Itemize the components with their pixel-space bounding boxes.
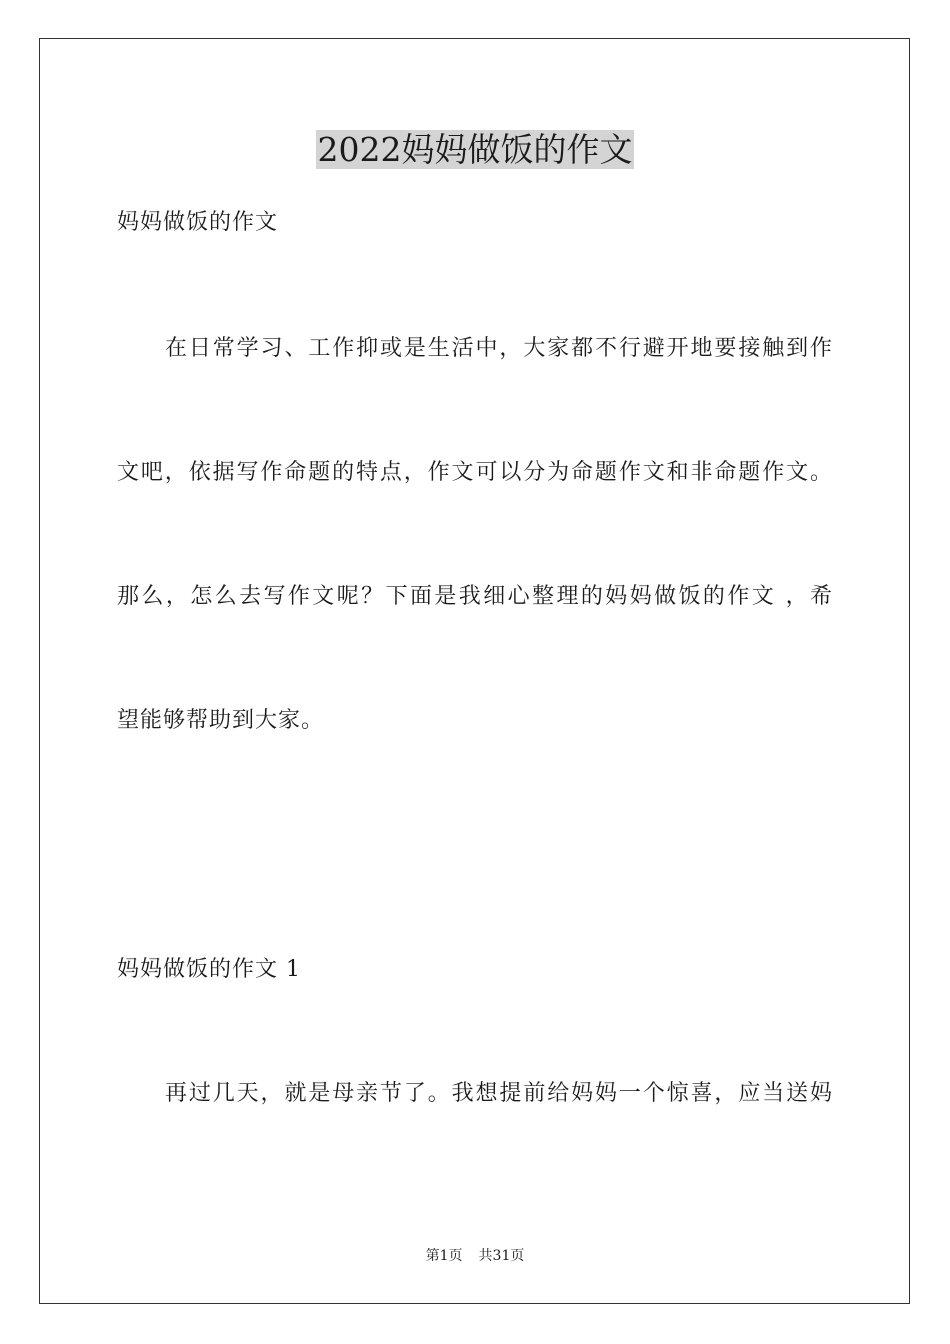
page-footer xyxy=(0,1246,950,1266)
paragraph-line: 望能够帮助到大家。 xyxy=(117,708,325,733)
page-total: 共31页 xyxy=(478,1248,525,1264)
subtitle: 妈妈做饭的作文 xyxy=(117,210,279,235)
paragraph-line: 在日常学习、工作抑或是生活中，大家都不行避开地要接触到作 xyxy=(165,336,833,361)
section-heading: 妈妈做饭的作文 1 xyxy=(117,957,301,982)
page-number: 第1页 xyxy=(425,1248,463,1264)
title-text: 2022妈妈做饭的作文 xyxy=(317,130,633,169)
paragraph-line: 那么，怎么去写作文呢？下面是我细心整理的妈妈做饭的作文 ，希 xyxy=(117,584,833,609)
document-title xyxy=(0,128,950,172)
paragraph-line: 再过几天，就是母亲节了。我想提前给妈妈一个惊喜，应当送妈 xyxy=(165,1081,833,1106)
paragraph-line: 文吧，依据写作命题的特点，作文可以分为命题作文和非命题作文。 xyxy=(117,460,833,485)
